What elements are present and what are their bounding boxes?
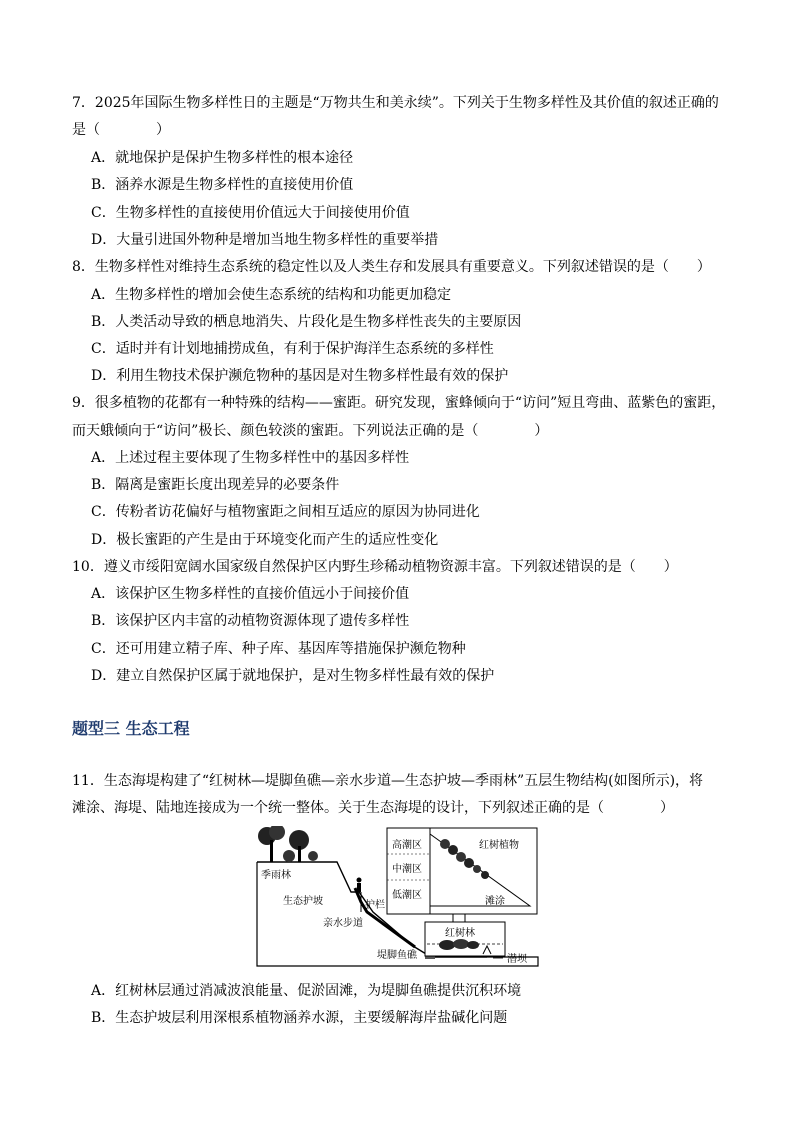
q10-option-d: D．建立自然保护区属于就地保护，是对生物多样性最有效的保护 (91, 668, 495, 684)
q10-option-a: A．该保护区生物多样性的直接价值远小于间接价值 (91, 586, 410, 602)
label-walkway: 亲水步道 (323, 918, 363, 929)
q10-option-c: C．还可用建立精子库、种子库、基因库等措施保护濒危物种 (91, 641, 466, 657)
q7-stem-line-2: 是（ ） (72, 122, 170, 138)
q7-stem-line-1: 7．2025年国际生物多样性日的主题是“万物共生和美永续”。下列关于生物多样性及其价值的叙述正确的 (72, 95, 719, 111)
q9-stem-line-1: 9．很多植物的花都有一种特殊的结构——蜜距。研究发现，蜜蜂倾向于“访问”短且弯曲、蓝紫色的蜜距， (72, 395, 726, 411)
q9-stem-line-2: 而天蛾倾向于“访问”极长、颜色较淡的蜜距。下列说法正确的是（ ） (72, 423, 549, 439)
q8-option-a: A．生物多样性的增加会使生态系统的结构和功能更加稳定 (91, 287, 452, 303)
label-monsoon-forest: 季雨林 (261, 870, 291, 881)
q8-option-b: B．人类活动导致的栖息地消失、片段化是生物多样性丧失的主要原因 (91, 314, 522, 330)
label-high-tide: 高潮区 (392, 840, 422, 851)
q7-option-d: D．大量引进国外物种是增加当地生物多样性的重要举措 (91, 232, 439, 248)
section-heading: 题型三 生态工程 (72, 719, 190, 738)
q9-option-b: B．隔离是蜜距长度出现差异的必要条件 (91, 477, 340, 493)
q11-stem-line-2: 滩涂、海堤、陆地连接成为一个统一整体。关于生态海堤的设计，下列叙述正确的是（ ） (72, 800, 674, 816)
q7-option-c: C．生物多样性的直接使用价值远大于间接使用价值 (91, 205, 410, 221)
q9-option-a: A．上述过程主要体现了生物多样性中的基因多样性 (91, 450, 410, 466)
q8-option-c: C．适时并有计划地捕捞成鱼，有利于保护海洋生态系统的多样性 (91, 341, 494, 357)
person-figure (357, 878, 362, 893)
forest-trees (258, 826, 318, 862)
label-low-tide: 低潮区 (392, 890, 422, 901)
label-mangrove-plants: 红树植物 (479, 840, 519, 851)
q8-stem-line-1: 8．生物多样性对维持生态系统的稳定性以及人类生存和发展具有重要意义。下列叙述错误的是（ ） (72, 259, 711, 275)
label-reef: 堤脚鱼礁 (377, 950, 417, 961)
label-dam: 潜坝 (507, 954, 527, 965)
q7-option-a: A．就地保护是保护生物多样性的根本途径 (91, 150, 354, 166)
q10-option-b: B．该保护区内丰富的动植物资源体现了遗传多样性 (91, 613, 410, 629)
q9-option-c: C．传粉者访花偏好与植物蜜距之间相互适应的原因为协同进化 (91, 504, 480, 520)
label-eco-slope: 生态护坡 (283, 896, 323, 907)
q9-option-d: D．极长蜜距的产生是由于环境变化而产生的适应性变化 (91, 532, 439, 548)
seawall-diagram (255, 826, 540, 972)
q11-option-a: A．红树林层通过消减波浪能量、促淤固滩，为堤脚鱼礁提供沉积环境 (91, 983, 522, 999)
q11-stem-line-1: 11．生态海堤构建了“红树林—堤脚鱼礁—亲水步道—生态护坡—季雨林”五层生物结构(如图所示)，将 (72, 773, 704, 789)
q10-stem-line-1: 10．遵义市绥阳宽阔水国家级自然保护区内野生珍稀动植物资源丰富。下列叙述错误的是（ ） (72, 559, 678, 575)
q8-option-d: D．利用生物技术保护濒危物种的基因是对生物多样性最有效的保护 (91, 368, 509, 384)
q11-option-b: B．生态护坡层利用深根系植物涵养水源，主要缓解海岸盐碱化问题 (91, 1010, 508, 1026)
label-guardrail: 护栏 (365, 900, 385, 911)
q7-option-b: B．涵养水源是生物多样性的直接使用价值 (91, 177, 354, 193)
label-mangrove: 红树林 (445, 928, 475, 939)
label-mid-tide: 中潮区 (392, 864, 422, 875)
label-tidal-flat: 滩涂 (485, 896, 505, 907)
